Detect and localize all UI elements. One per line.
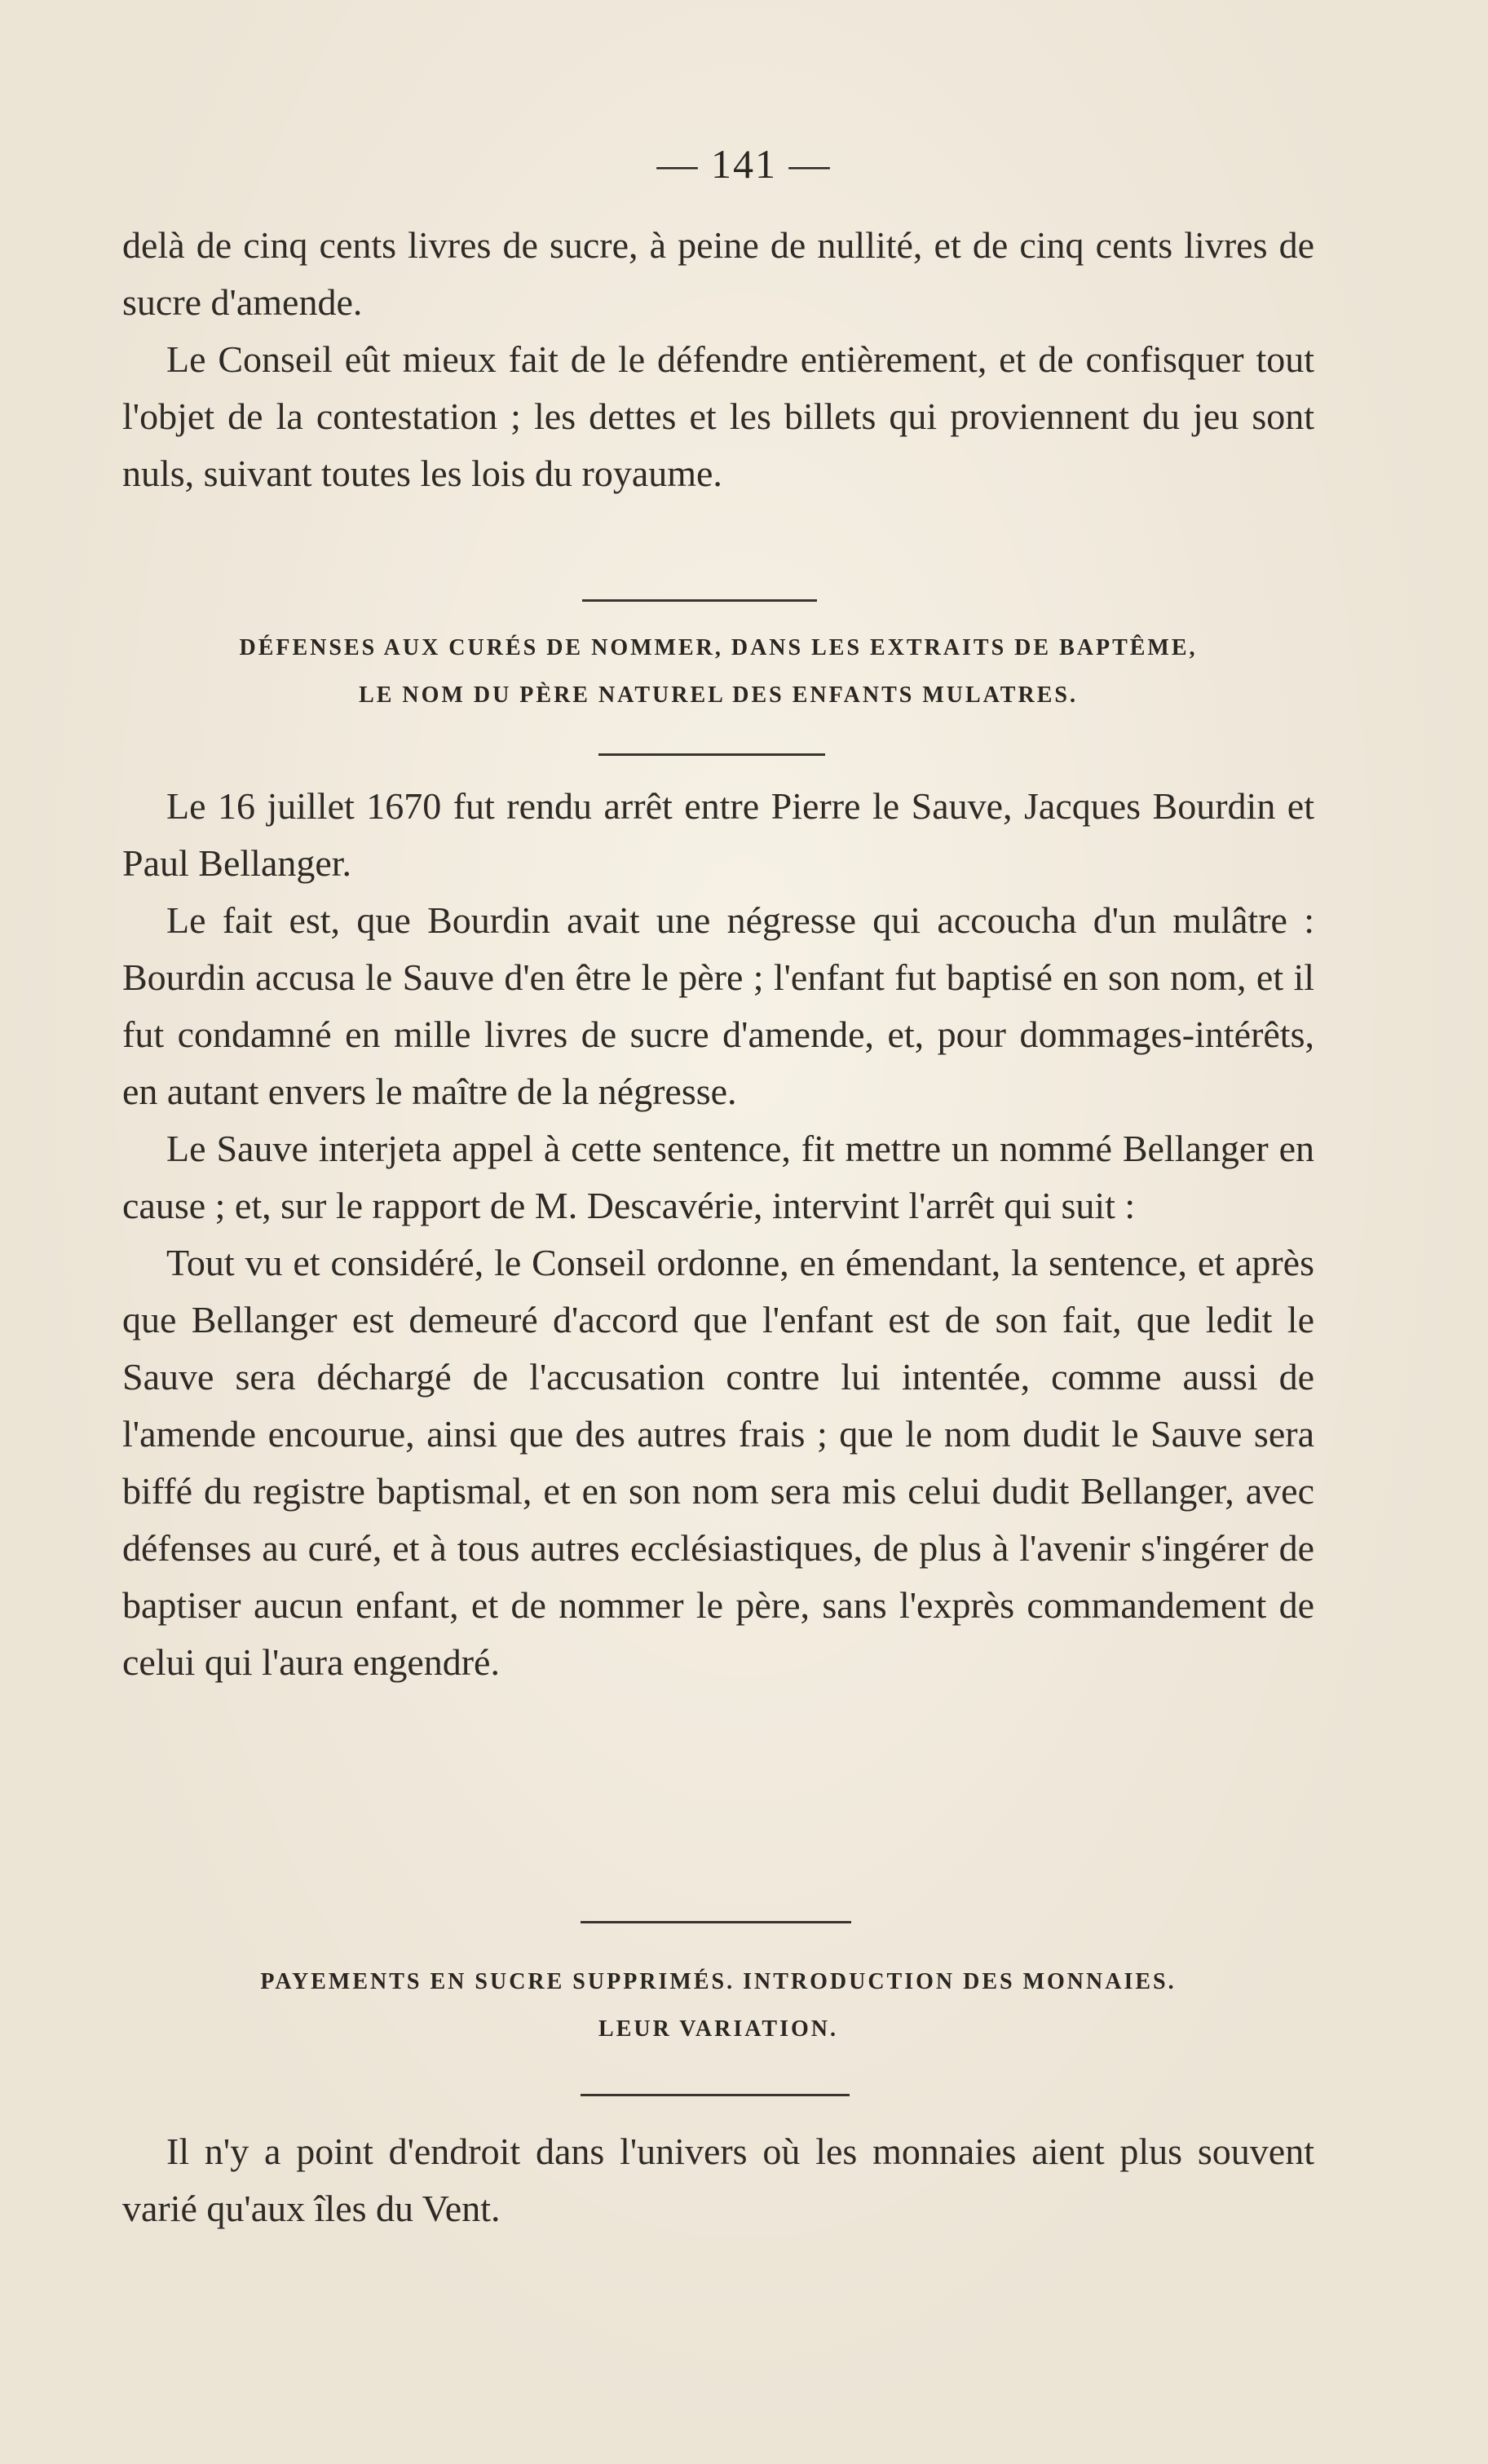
text-block-1 bbox=[122, 217, 1314, 502]
text-block-3 bbox=[122, 2123, 1314, 2237]
heading-line: PAYEMENTS EN SUCRE SUPPRIMÉS. INTRODUCTION DES MONNAIES. bbox=[260, 1969, 1177, 1994]
paragraph: Il n'y a point d'endroit dans l'univers où les monnaies aient plus souvent varié qu'aux îles du Vent. bbox=[122, 2131, 1314, 2229]
paragraph: Tout vu et considéré, le Conseil ordonne, en émendant, la sentence, et après que Bellanger est demeuré d'accord que l'enfant est de son fait, que ledit le Sauve sera déchargé de l'accusation contre lui intentée, comme aussi de l'amende encourue, ainsi que des autres frais ; que le nom dudit le Sauve sera biffé du registre baptismal, et en son nom sera mis celui dudit Bellanger, avec défenses au curé, et à tous autres ecclésiastiques, de plus à l'avenir s'ingérer de baptiser aucun enfant, et de nommer le père, sans l'exprès commandement de celui qui l'aura engendré. bbox=[122, 1242, 1314, 1683]
section-heading-1 bbox=[122, 625, 1314, 719]
section-heading-2 bbox=[122, 1958, 1314, 2053]
heading-line: LE NOM DU PÈRE NATUREL DES ENFANTS MULATRES. bbox=[359, 682, 1078, 708]
heading-line: DÉFENSES AUX CURÉS DE NOMMER, DANS LES EXTRAITS DE BAPTÊME, bbox=[239, 635, 1198, 660]
paragraph: Le 16 juillet 1670 fut rendu arrêt entre Pierre le Sauve, Jacques Bourdin et Paul Bellanger. bbox=[122, 785, 1314, 884]
paragraph: delà de cinq cents livres de sucre, à peine de nullité, et de cinq cents livres de sucre d'amende. bbox=[122, 224, 1314, 323]
paragraph: Le Sauve interjeta appel à cette sentence, fit mettre un nommé Bellanger en cause ; et, sur le rapport de M. Descavérie, intervint l'arrêt qui suit : bbox=[122, 1128, 1314, 1226]
heading-line: LEUR VARIATION. bbox=[598, 2016, 838, 2042]
paragraph: Le fait est, que Bourdin avait une négresse qui accoucha d'un mulâtre : Bourdin accusa le Sauve d'en être le père ; l'enfant fut baptisé en son nom, et il fut condamné en mille livres de sucre d'amende, et, pour dommages-intérêts, en autant envers le maître de la négresse. bbox=[122, 899, 1314, 1112]
section-divider bbox=[582, 599, 817, 602]
section-divider bbox=[581, 1921, 851, 1923]
section-divider bbox=[598, 753, 825, 756]
text-block-2 bbox=[122, 778, 1314, 1691]
paragraph: Le Conseil eût mieux fait de le défendre entièrement, et de confisquer tout l'objet de la contestation ; les dettes et les billets qui proviennent du jeu sont nuls, suivant toutes les lois du royaume. bbox=[122, 338, 1314, 494]
section-divider bbox=[581, 2094, 850, 2096]
page-number: — 141 — bbox=[656, 141, 832, 187]
